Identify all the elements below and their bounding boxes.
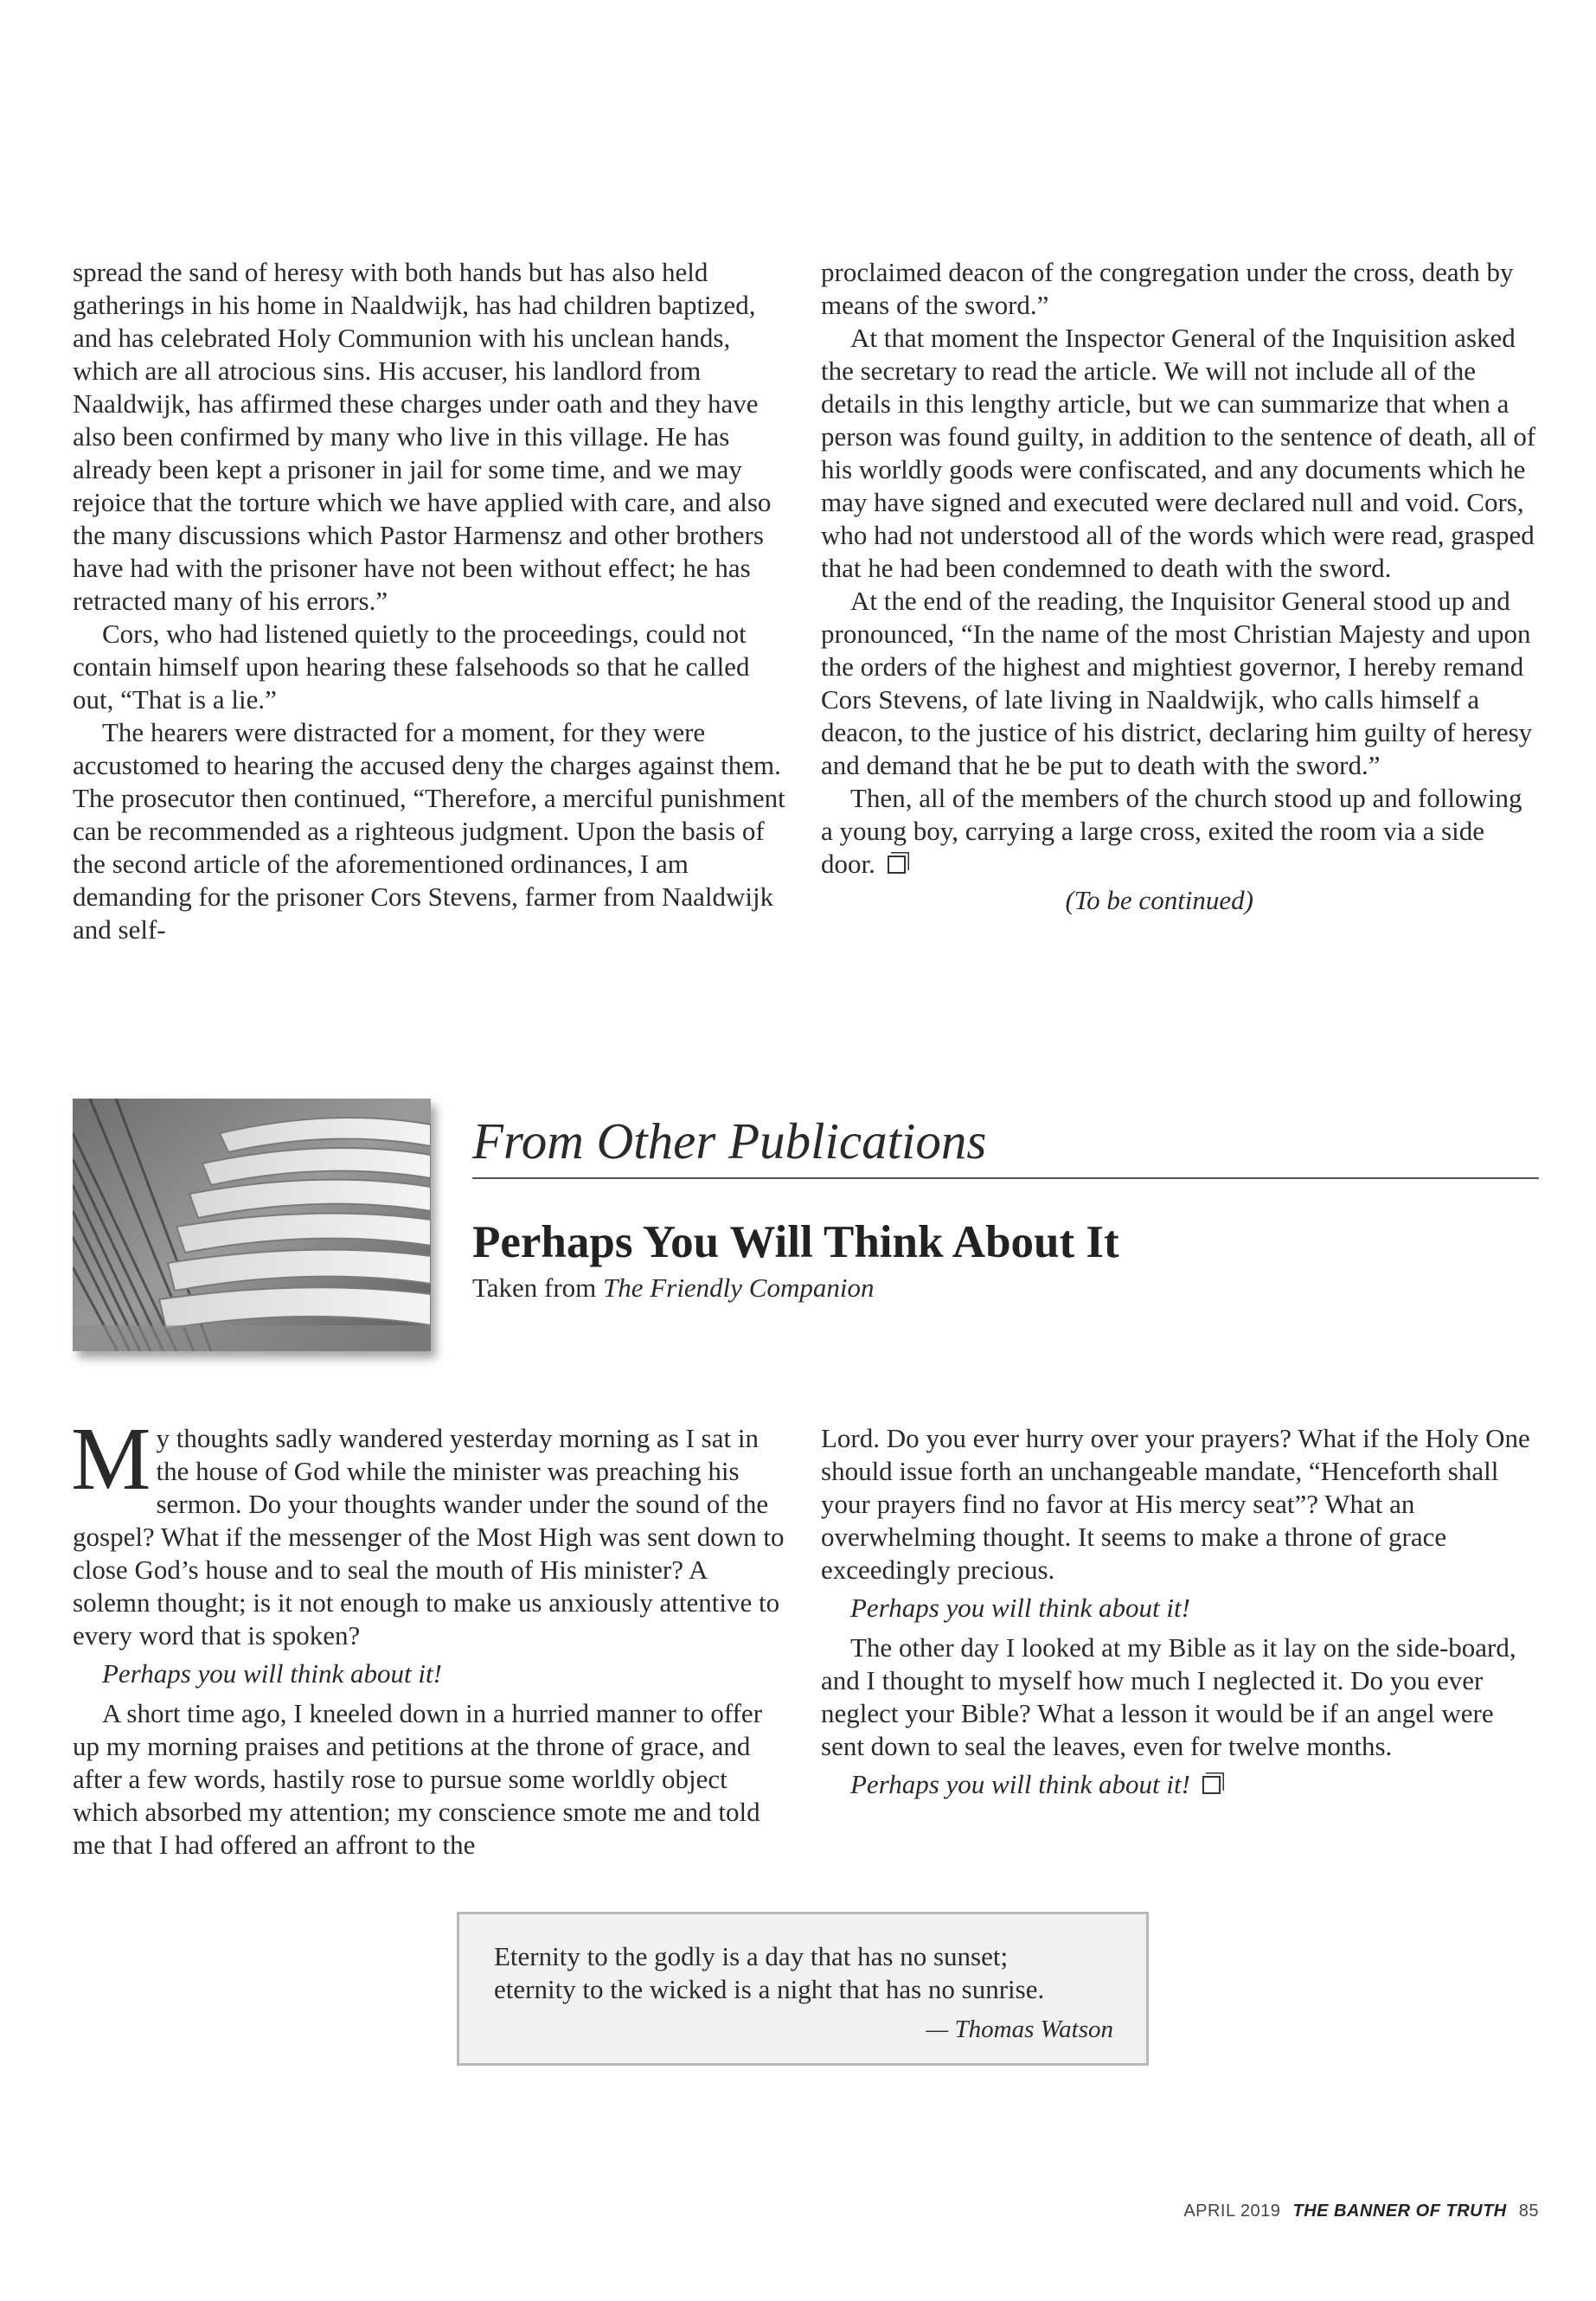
source-prefix: Taken from xyxy=(472,1272,597,1303)
source-publication: The Friendly Companion xyxy=(603,1272,875,1303)
story-paragraph-final xyxy=(821,782,1539,881)
drop-cap: M xyxy=(71,1409,151,1509)
story-final-text: Then, all of the members of the church stood up and following a young boy, carrying a large cross, exited the room via a side door. xyxy=(821,783,1522,879)
story-column-right xyxy=(821,256,1539,917)
article-title: Perhaps You Will Think About It xyxy=(472,1217,1119,1267)
refrain: Perhaps you will think about it! xyxy=(102,1658,442,1689)
story-paragraph: At that moment the Inspector General of the Inquisition asked the secretary to read the article. We will not include all of the details in this lengthy article, but we can summarize that when a person was found guilty, in addition to the sentence of death, all of his worldly goods were confiscated, and any documents which he may have signed and executed were declared null and void. Cors, who had not understood all of the words which were read, grasped that he had been condemned to death with the sword. xyxy=(821,323,1536,583)
story-paragraph: Cors, who had listened quietly to the proceedings, could not contain himself upon hearing these falsehoods so that he called out, “That is a lie.” xyxy=(73,619,750,715)
article-opening-text: y thoughts sadly wandered yesterday morning as I sat in the house of God while the minister was preaching his sermon. Do your thoughts wander under the sound of the gospel? What if the messenger of the Most High was sent down to close God’s house and to seal the mouth of His minister? A solemn thought; is it not enough to make us anxiously attentive to every word that is spoken? xyxy=(73,1423,785,1650)
section-heading: From Other Publications xyxy=(472,1110,1539,1179)
end-mark-icon xyxy=(1202,1776,1221,1794)
article-paragraph: A short time ago, I kneeled down in a hurried manner to offer up my morning praises and petitions at the throne of grace, and after a few words, hastily rose to pursue some worldly object which absorbed my attention; my conscience smote me and told me that I had offered an affront to the xyxy=(73,1698,763,1860)
article-paragraph xyxy=(71,1409,789,1652)
end-mark-icon xyxy=(888,856,906,874)
refrain: Perhaps you will think about it! xyxy=(850,1593,1190,1623)
footer-date: APRIL 2019 xyxy=(1183,2202,1281,2221)
story-paragraph: proclaimed deacon of the congregation under the cross, death by means of the sword.” xyxy=(821,257,1514,320)
story-paragraph: spread the sand of heresy with both hands but has also held gatherings in his home in Naaldwijk, has had children baptized, and has celebrated Holy Communion with his unclean hands, which are all atrocious sins. His accuser, his landlord from Naaldwijk, has affirmed these charges under oath and they have also been confirmed by many who live in this village. He has already been kept a prisoner in jail for some time, and we may rejoice that the torture which we have applied with care, and also the many discussions which Pastor Harmensz and other brothers have had with the prisoner have not been without effect; he has retracted many of his errors.” xyxy=(73,257,772,616)
story-paragraph: At the end of the reading, the Inquisitor General stood up and pronounced, “In the name of the most Christian Majesty and upon the orders of the highest and mightiest governor, I hereby remand Cors Stevens, of late living in Naaldwijk, who calls himself a deacon, to the justice of his district, declaring him guilty of heresy and demand that he be put to death with the sword.” xyxy=(821,586,1533,780)
refrain-final xyxy=(821,1768,1539,1801)
article-paragraph: The other day I looked at my Bible as it lay on the side-board, and I thought to myself how much I neglected it. Do you ever neglect your Bible? What a lesson it would be if an angel were sent down to seal the leaves, even for twelve months. xyxy=(821,1632,1516,1761)
to-be-continued: (To be continued) xyxy=(1065,885,1253,915)
page-number: 85 xyxy=(1518,2202,1539,2221)
page-footer xyxy=(1183,2202,1539,2221)
quote-line: Eternity to the godly is a day that has no sunset; xyxy=(494,1941,1009,1971)
footer-publication: THE BANNER OF TRUTH xyxy=(1292,2202,1507,2221)
quote-attribution: — Thomas Watson xyxy=(926,2016,1113,2043)
quote-box xyxy=(457,1912,1149,2066)
quote-line: eternity to the wicked is a night that has no sunrise. xyxy=(494,1974,1045,2004)
books-stack-image xyxy=(73,1099,431,1351)
refrain: Perhaps you will think about it! xyxy=(850,1769,1190,1799)
story-column-left xyxy=(73,256,789,946)
article-source xyxy=(472,1272,874,1304)
story-paragraph: The hearers were distracted for a moment, for they were accustomed to hearing the accused deny the charges against them. The prosecutor then continued, “Therefore, a merciful punishment can be recommended as a righteous judgment. Upon the basis of the second article of the aforementioned ordinances, I am demanding for the prisoner Cors Stevens, farmer from Naaldwijk and self- xyxy=(73,717,785,945)
article-column-left xyxy=(71,1409,789,1862)
article-paragraph: Lord. Do you ever hurry over your prayers? What if the Holy One should issue forth an unchangeable mandate, “Henceforth shall your prayers find no favor at His mercy seat”? What an overwhelming thought. It seems to make a throne of grace exceedingly precious. xyxy=(821,1423,1530,1585)
article-column-right xyxy=(821,1422,1539,1808)
